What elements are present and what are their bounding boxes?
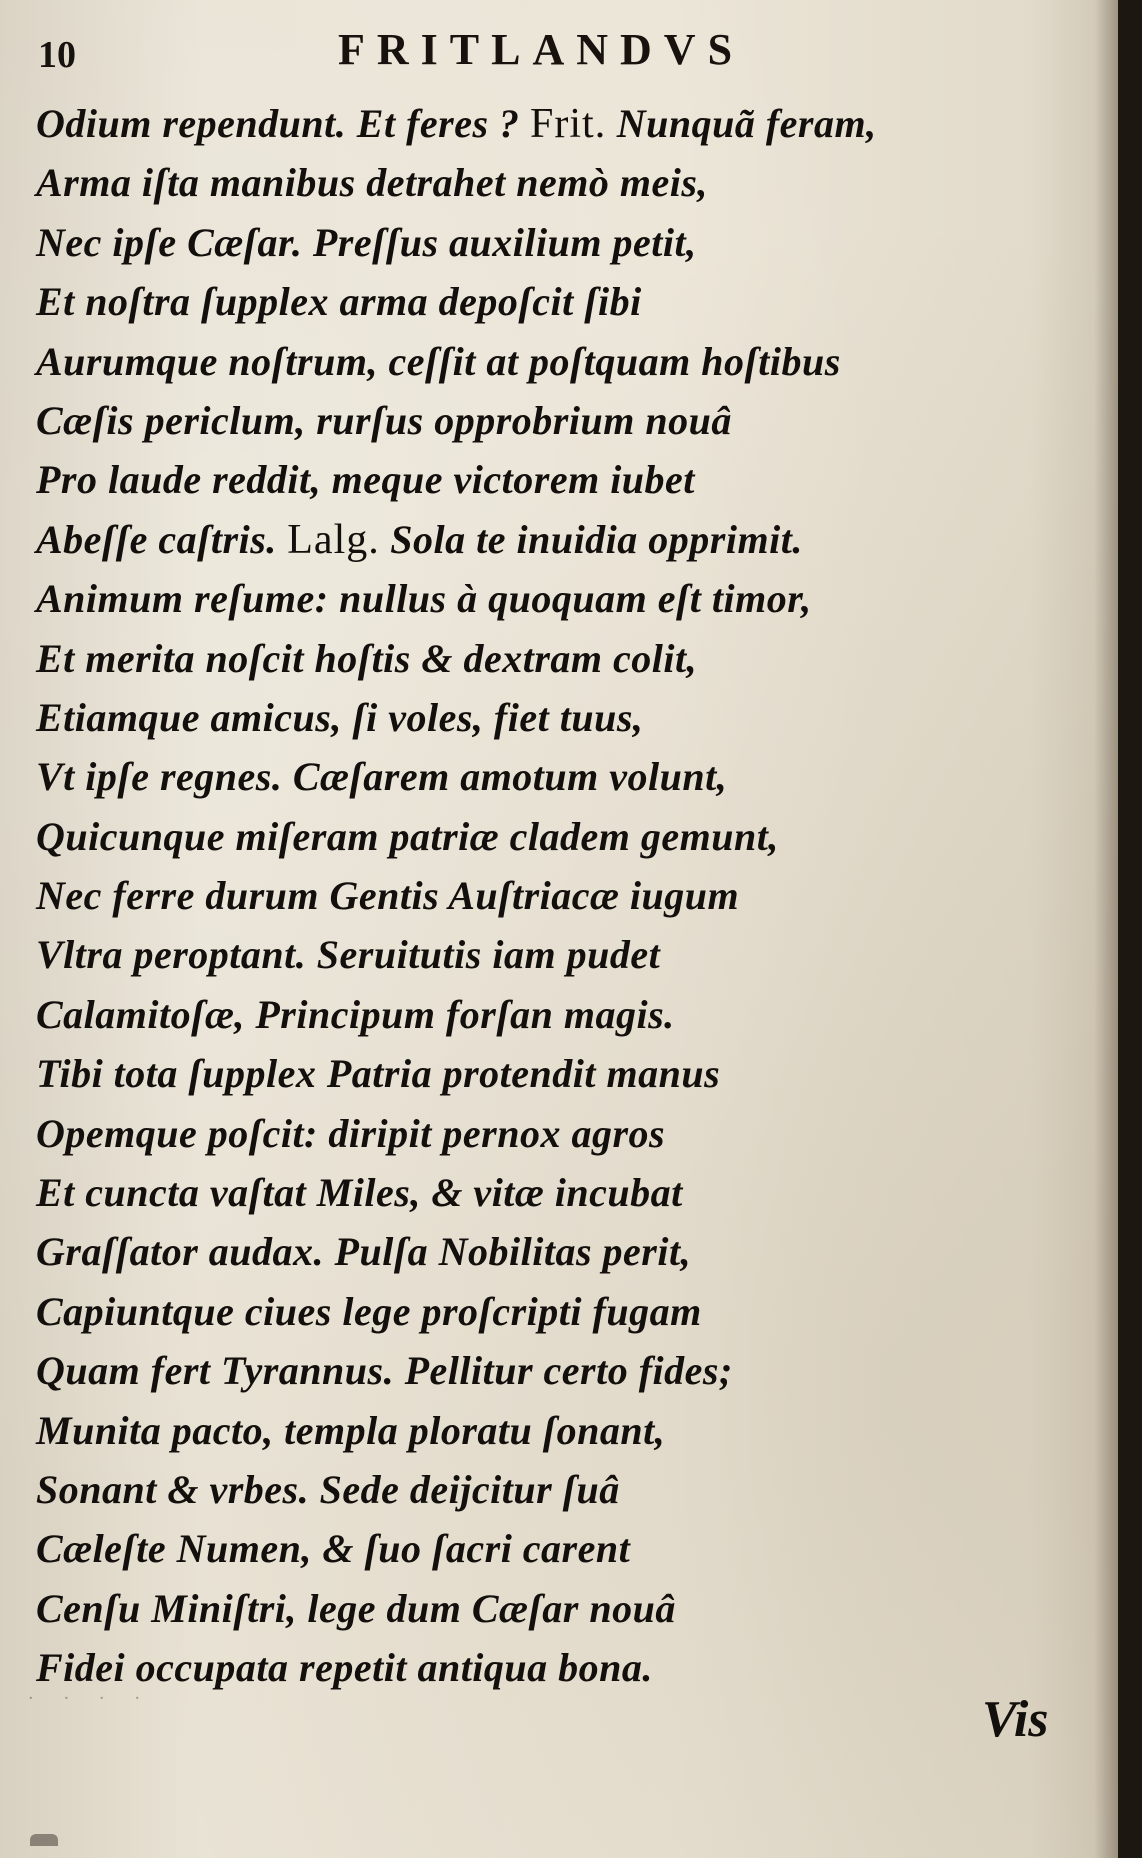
verse-line	[36, 391, 1066, 450]
verse-line	[36, 332, 1066, 391]
verse-text-segment: Fidei occupata repetit antiqua bona.	[36, 1645, 653, 1691]
verse-line	[36, 1163, 1066, 1222]
page-number: 10	[38, 34, 76, 76]
verse-text-segment: Animum reſume: nullus à quoquam eſt timor,	[36, 576, 812, 622]
verse-line	[36, 1579, 1066, 1638]
verse-line	[36, 1401, 1066, 1460]
page-edge-shadow	[1094, 0, 1118, 1858]
verse-line	[36, 688, 1066, 747]
verse-line	[36, 629, 1066, 688]
verse-line	[36, 1460, 1066, 1519]
verse-line	[36, 1044, 1066, 1103]
ink-bleed-marks: · · · ·	[28, 1688, 153, 1709]
verse-line	[36, 213, 1066, 272]
verse-line	[36, 1282, 1066, 1341]
verse-line	[36, 747, 1066, 806]
verse-text-segment: Graſſator audax. Pulſa Nobilitas perit,	[36, 1229, 692, 1275]
verse-text-segment: Odium rependunt. Et feres ?	[36, 101, 531, 146]
verse-line	[36, 985, 1066, 1044]
verse-text-segment: Cæſis periclum, rurſus opprobrium nouâ	[36, 397, 732, 443]
speaker-label: Lalg.	[287, 516, 380, 563]
verse-text-segment: Arma iſta manibus detrahet nemò meis,	[36, 160, 708, 206]
verse-text-segment: Quicunque miſeram patriæ cladem gemunt,	[36, 813, 779, 859]
verse-text-segment: Sonant & vrbes. Sede deijcitur ſuâ	[36, 1466, 620, 1512]
verse-line	[36, 1341, 1066, 1400]
verse-text-segment: Quam fert Tyrannus. Pellitur certo fides;	[36, 1348, 733, 1394]
verse-text-segment: Etiamque amicus, ſi voles, fiet tuus,	[36, 694, 644, 740]
verse-text-segment: Munita pacto, templa ploratu ſonant,	[36, 1407, 666, 1453]
verse-text-segment: Et noſtra ſupplex arma depoſcit ſibi	[36, 279, 642, 325]
verse-text-segment: Cenſu Miniſtri, lege dum Cæſar nouâ	[36, 1585, 676, 1631]
speaker-label: Frit.	[530, 101, 607, 147]
verse-line	[36, 1104, 1066, 1163]
page-header	[38, 25, 1038, 98]
verse-line	[36, 450, 1066, 509]
verse-text-segment: Tibi tota ſupplex Patria protendit manus	[36, 1051, 721, 1097]
verse-line	[36, 569, 1066, 628]
verse-text-segment: Capiuntque ciues lege proſcripti fugam	[36, 1288, 702, 1334]
verse-text	[36, 94, 1066, 1698]
verse-text-segment: Pro laude reddit, meque victorem iubet	[36, 457, 695, 503]
catchword: Vis	[982, 1691, 1049, 1748]
verse-text-segment: Vltra peroptant. Seruitutis iam pudet	[36, 932, 661, 978]
verse-text-segment: Aurumque noſtrum, ceſſit at poſtquam hoſtibus	[36, 338, 841, 384]
verse-line	[36, 94, 1066, 153]
verse-text-segment: Nec ferre durum Gentis Auſtriacæ iugum	[36, 873, 740, 919]
verse-line	[36, 510, 1066, 569]
verse-text-segment: Et merita noſcit hoſtis & dextram colit,	[36, 635, 698, 681]
verse-line	[36, 153, 1066, 212]
verse-text-segment: Nunquã feram,	[606, 101, 877, 146]
verse-line	[36, 925, 1066, 984]
ornament-fragment	[30, 1834, 58, 1846]
verse-text-segment: Et cuncta vaſtat Miles, & vitæ incubat	[36, 1170, 683, 1216]
verse-text-segment: Abeſſe caſtris.	[36, 516, 288, 562]
verse-text-segment: Cæleſte Numen, & ſuo ſacri carent	[36, 1526, 631, 1572]
running-head: FRITLANDVS	[338, 25, 745, 74]
verse-line	[36, 807, 1066, 866]
verse-text-segment: Sola te inuidia opprimit.	[379, 516, 803, 562]
verse-line	[36, 866, 1066, 925]
verse-text-segment: Calamitoſæ, Principum forſan magis.	[36, 991, 675, 1037]
verse-text-segment: Opemque poſcit: diripit pernox agros	[36, 1110, 666, 1156]
verse-line	[36, 272, 1066, 331]
verse-text-segment: Nec ipſe Cæſar. Preſſus auxilium petit,	[36, 219, 697, 265]
verse-line	[36, 1222, 1066, 1281]
verse-text-segment: Vt ipſe regnes. Cæſarem amotum volunt,	[36, 754, 728, 800]
verse-line	[36, 1519, 1066, 1578]
